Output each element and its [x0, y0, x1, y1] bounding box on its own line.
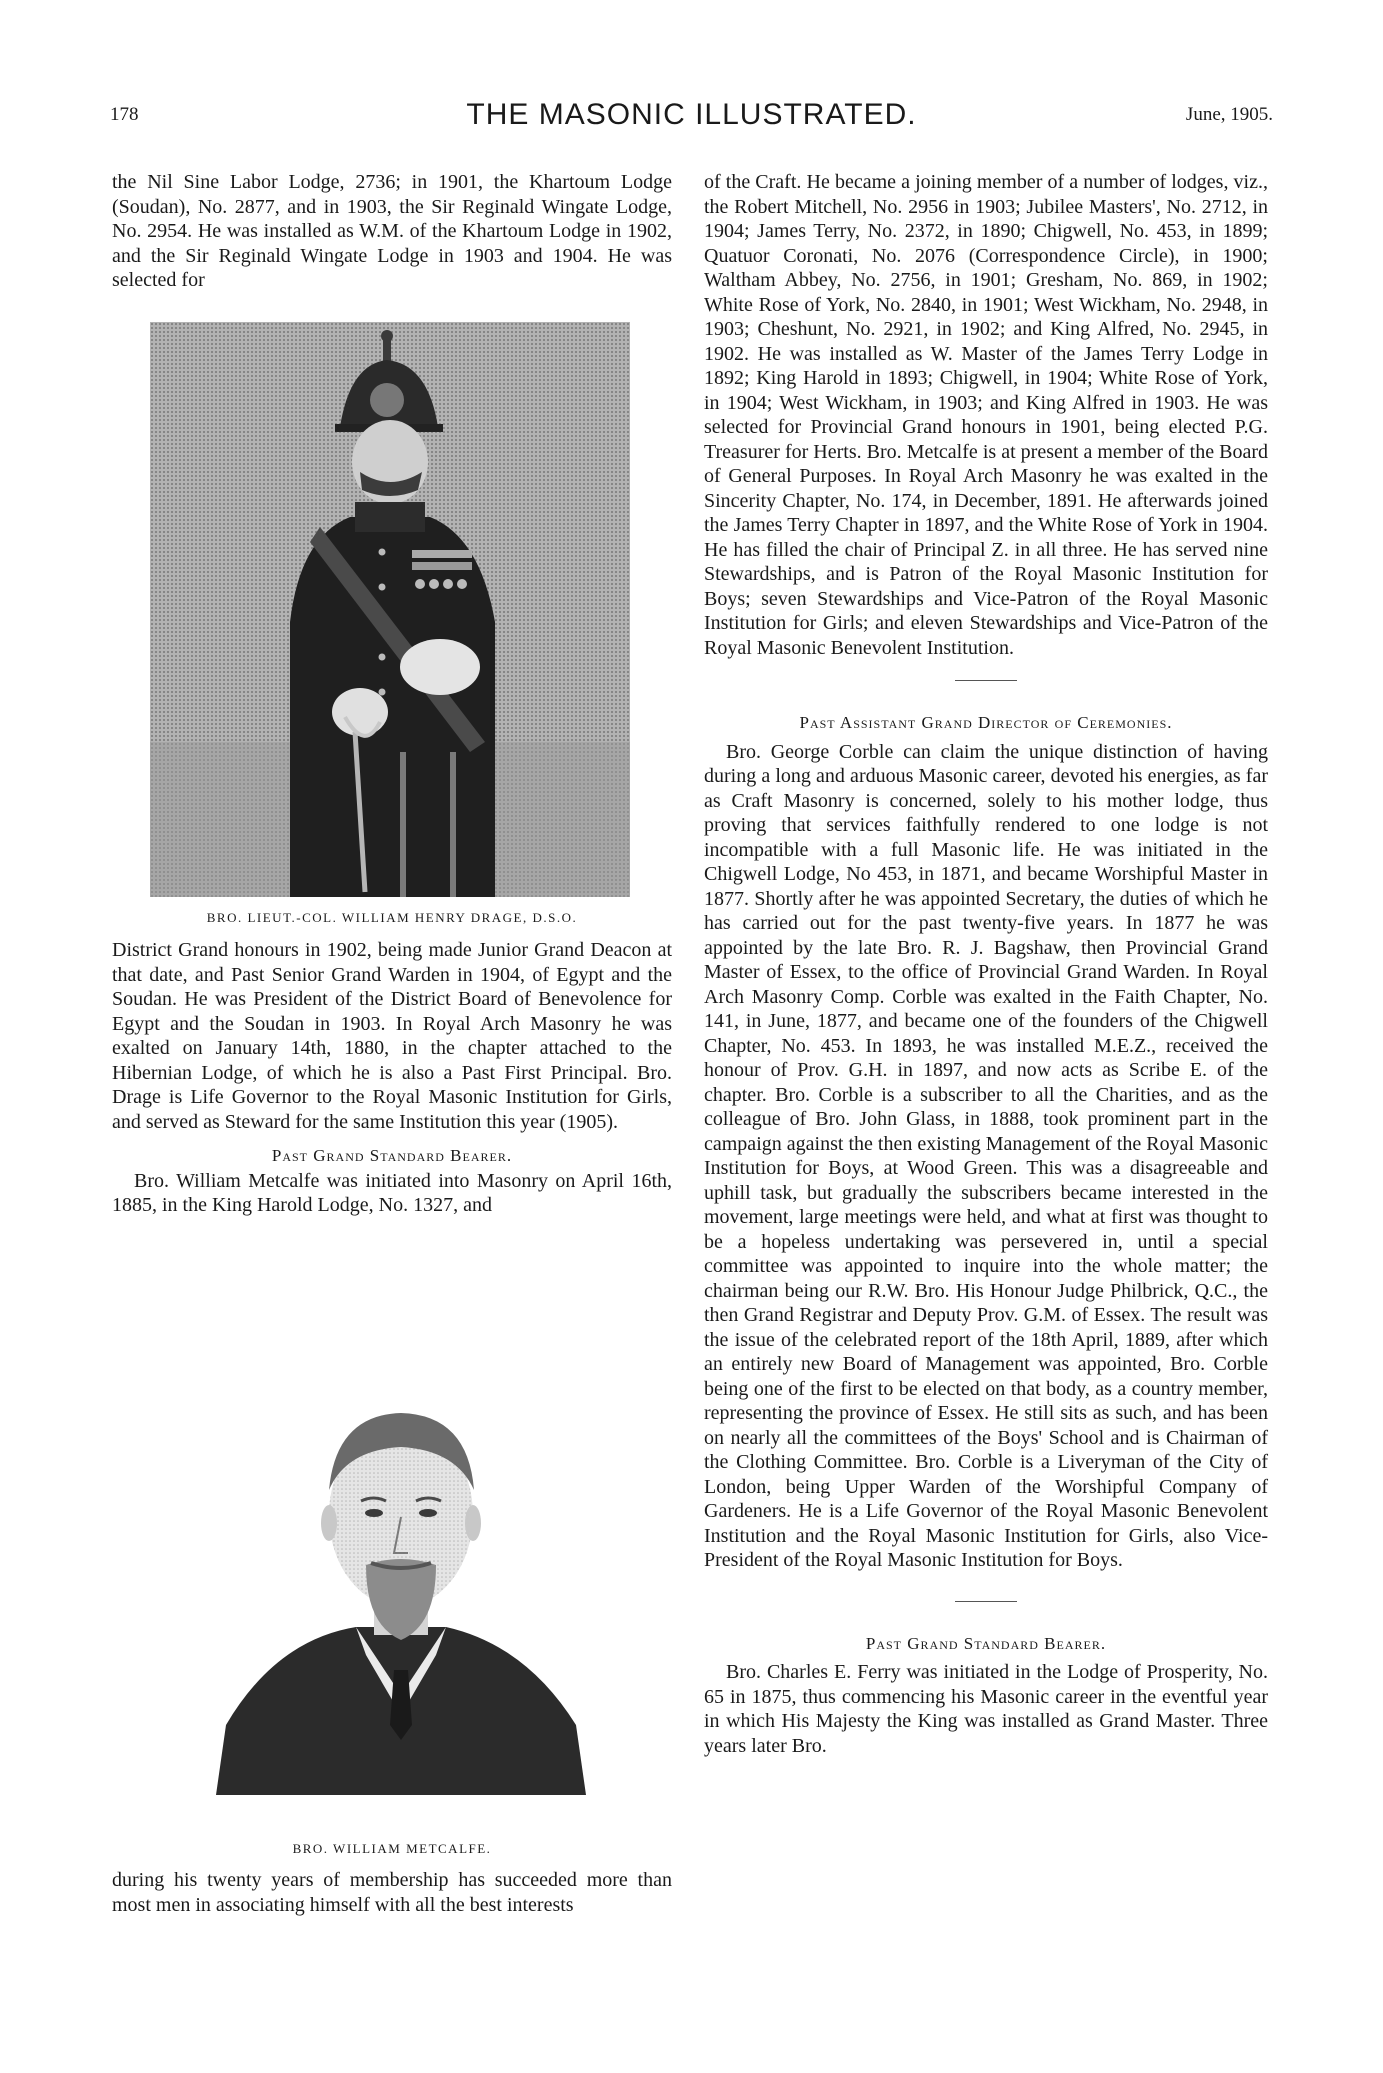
portrait-metcalfe-image [216, 1395, 586, 1795]
journal-title: THE MASONIC ILLUSTRATED. [466, 98, 917, 131]
portrait-drage [150, 322, 630, 897]
right-column [704, 170, 1268, 1758]
divider-rule-1 [955, 680, 1017, 681]
left-column-2 [112, 938, 672, 1218]
left-column [112, 170, 672, 293]
heading-past-grand-standard-bearer-2: Past Grand Standard Bearer. [865, 1633, 1107, 1653]
right-para-2: Bro. George Corble can claim the unique distinction of having during a long and arduous Masonic career, devoted his energies, as far as Craft Masonry is concerned, solely to his mother lodge, thus proving that services faithfully rendered to one lodge is not incompatible with a full Masonic life. He was initiated in the Chigwell Lodge, No 453, in 1871, and became Worshipful Master in 1877. Shortly after he was appointed Secretary, the duties of which he has carried out for the past twenty-five years. In 1877 he was appointed by the late Bro. R. J. Bagshaw, then Provincial Grand Master of Essex, to the office of Provincial Grand Warden. In Royal Arch Masonry Comp. Corble was exalted in the Faith Chapter, No. 141, in June, 1877, and became one of the founders of the Chigwell Chapter, No. 453. In 1893, he was installed M.E.Z., received the honour of Prov. G.H. in 1897, and now acts as Scribe E. of the chapter. Bro. Corble is a subscriber to all the Charities, and as the colleague of Bro. John Glass, in 1888, took prominent part in the campaign against the then existing Management of the Royal Masonic Institution for Boys, at Wood Green. This was a disagreeable and uphill task, but gradually the subscribers became interested in the movement, large meetings were held, and what at first was thought to be a hopeless undertaking was persevered in, until a special committee was appointed to inquire into the whole matter; the chairman being our R.W. Bro. His Honour Judge Philbrick, Q.C., the then Grand Registrar and Deputy Prov. G.M. of Essex. The result was the issue of the celebrated report of the 18th April, 1889, after which an entirely new Board of Management was appointed, Bro. Corble being one of the first to be elected on that body, as a country member, representing the province of Essex. He still sits as such, and has been on nearly all the committees of the Boys' School and is Chairman of the Clothing Committee. Bro. Corble is a Liveryman of the City of London, being Upper Warden of the Worshipful Company of Gardeners. He is a Life Governor of the Royal Masonic Benevolent Institution and the Royal Masonic Institution for Girls, also Vice-President of the Royal Masonic Institution for Boys. [704, 740, 1268, 1571]
caption-metcalfe: BRO. WILLIAM METCALFE. [292, 1841, 492, 1856]
heading-past-assistant-grand-director: Past Assistant Grand Director of Ceremonies. [799, 713, 1173, 732]
left-para-3: Bro. William Metcalfe was initiated into Masonry on April 16th, 1885, in the King Harold Lodge, No. 1327, and [112, 1169, 672, 1216]
issue-date: June, 1905. [1185, 104, 1273, 125]
left-para-1: the Nil Sine Labor Lodge, 2736; in 1901, the Khartoum Lodge (Soudan), No. 2877, and in 1903, the Sir Reginald Wingate Lodge, No. 2954. He was installed as W.M. of the Khartoum Lodge in 1902, and the Sir Reginald Wingate Lodge in 1903 and 1904. He was selected for [112, 171, 672, 291]
page-number: 178 [110, 104, 139, 125]
portrait-metcalfe [216, 1395, 586, 1795]
divider-rule-2 [955, 1601, 1017, 1602]
heading-past-grand-standard-bearer-1: Past Grand Standard Bearer. [271, 1146, 513, 1165]
portrait-drage-image [150, 322, 630, 897]
left-para-4: during his twenty years of membership has succeeded more than most men in associating himself with all the best interests [112, 1869, 672, 1916]
caption-1-wrap [112, 906, 672, 931]
left-para-2: District Grand honours in 1902, being made Junior Grand Deacon at that date, and Past Senior Grand Warden in 1904, of Egypt and the Soudan. He was President of the District Board of Benevolence for Egypt and the Soudan in 1903. In Royal Arch Masonry he was exalted on January 14th, 1880, in the chapter attached to the Hibernian Lodge, of which he is also a Past First Principal. Bro. Drage is Life Governor to the Royal Masonic Institution for Girls, and served as Steward for the same Institution this year (1905). [112, 939, 672, 1133]
right-para-3: Bro. Charles E. Ferry was initiated in the Lodge of Prosperity, No. 65 in 1875, thus commencing his Masonic career in the eventful year in which His Majesty the King was installed as Grand Master. Three years later Bro. [704, 1661, 1268, 1757]
caption-drage: BRO. LIEUT.-COL. WILLIAM HENRY DRAGE, D.S.O. [206, 910, 578, 925]
left-column-3 [112, 1868, 672, 1917]
page-header [0, 0, 1383, 150]
caption-2-wrap [112, 1837, 672, 1862]
right-para-1: of the Craft. He became a joining member of a number of lodges, viz., the Robert Mitchell, No. 2956 in 1903; Jubilee Masters', No. 2712, in 1904; James Terry, No. 2372, in 1890; Chigwell, No. 453, in 1899; Quatuor Coronati, No. 2076 (Correspondence Circle), in 1900; Waltham Abbey, No. 2756, in 1901; Gresham, No. 869, in 1902; White Rose of York, No. 2840, in 1901; West Wickham, No. 2948, in 1903; Cheshunt, No. 2921, in 1902; and King Alfred, No. 2945, in 1902. He was installed as W. Master of the James Terry Lodge in 1892; King Harold in 1893; Chigwell, in 1904; White Rose of York, in 1904; West Wickham, in 1903; and King Alfred in 1903. He was selected for Provincial Grand honours in 1901, being elected P.G. Treasurer for Herts. Bro. Metcalfe is at present a member of the Board of General Purposes. In Royal Arch Masonry he was exalted in the Sincerity Chapter, No. 174, in December, 1891. He afterwards joined the James Terry Chapter in 1897, and the White Rose of York in 1904. He has filled the chair of Principal Z. in all three. He has served nine Stewardships, and is Patron of the Royal Masonic Institution for Boys; seven Stewardships and Vice-Patron of the Royal Masonic Institution for Girls; and eleven Stewardships and Vice-Patron of the Royal Masonic Benevolent Institution. [704, 171, 1268, 659]
